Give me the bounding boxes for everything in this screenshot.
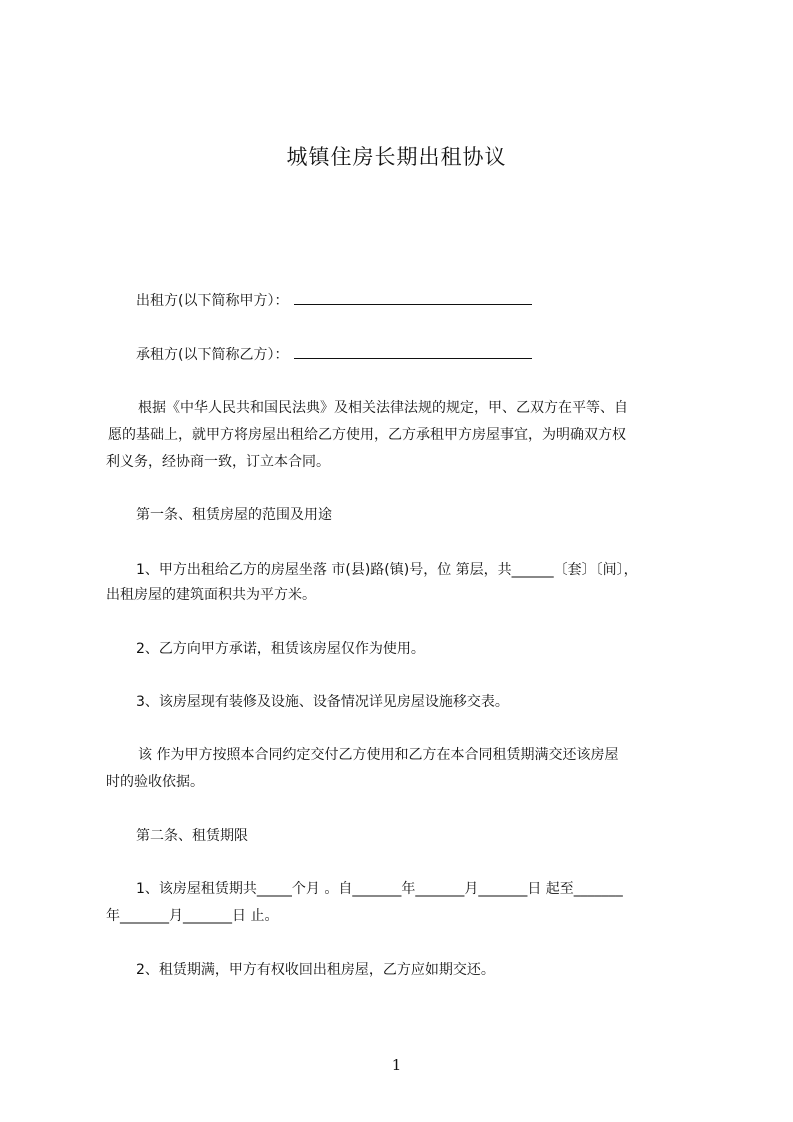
article1-item1-line-1: 1、甲方出租给乙方的房屋坐落 市(县)路(镇)号，位 第层，共______〔套〕〔间〕， — [136, 562, 638, 578]
preamble-line-2: 愿的基础上，就甲方将房屋出租给乙方使用，乙方承租甲方房屋事宜，为明确双方权 — [108, 427, 626, 443]
preamble-line-3: 利义务，经协商一致，订立本合同。 — [106, 454, 330, 470]
article1-heading: 第一条、租赁房屋的范围及用途 — [136, 507, 332, 523]
page-number: 1 — [391, 1056, 402, 1074]
article2-item2: 2、租赁期满，甲方有权收回出租房屋，乙方应如期交还。 — [136, 962, 495, 978]
preamble-line-1: 根据《中华人民共和国民法典》及相关法律法规的规定，甲、乙双方在平等、自 — [138, 400, 628, 416]
article2-item1-line-2: 年_______月_______日 止。 — [106, 908, 279, 924]
lessee-label: 承租方(以下简称乙方）： — [136, 347, 289, 363]
document-title: 城镇住房长期出租协议 — [286, 145, 507, 169]
article2-item1-line-1: 1、该房屋租赁期共_____个月 。自_______年_______月_______日 起至_______ — [136, 881, 623, 897]
article1-note-line-2: 时的验收依据。 — [106, 774, 204, 790]
article1-item1-line-2: 出租房屋的建筑面积共为平方米。 — [106, 587, 316, 603]
lessor-line — [136, 290, 532, 311]
article2-heading: 第二条、租赁期限 — [136, 828, 248, 844]
article1-note-line-1: 该 作为甲方按照本合同约定交付乙方使用和乙方在本合同租赁期满交还该房屋 — [138, 747, 619, 763]
lessor-blank — [294, 290, 532, 305]
article1-item2: 2、乙方向甲方承诺，租赁该房屋仅作为使用。 — [136, 641, 425, 657]
lessor-label: 出租方(以下简称甲方）： — [136, 293, 289, 309]
lessee-blank — [294, 344, 532, 359]
article1-item3: 3、该房屋现有装修及设施、设备情况详见房屋设施移交表。 — [136, 694, 509, 710]
lessee-line — [136, 344, 532, 365]
